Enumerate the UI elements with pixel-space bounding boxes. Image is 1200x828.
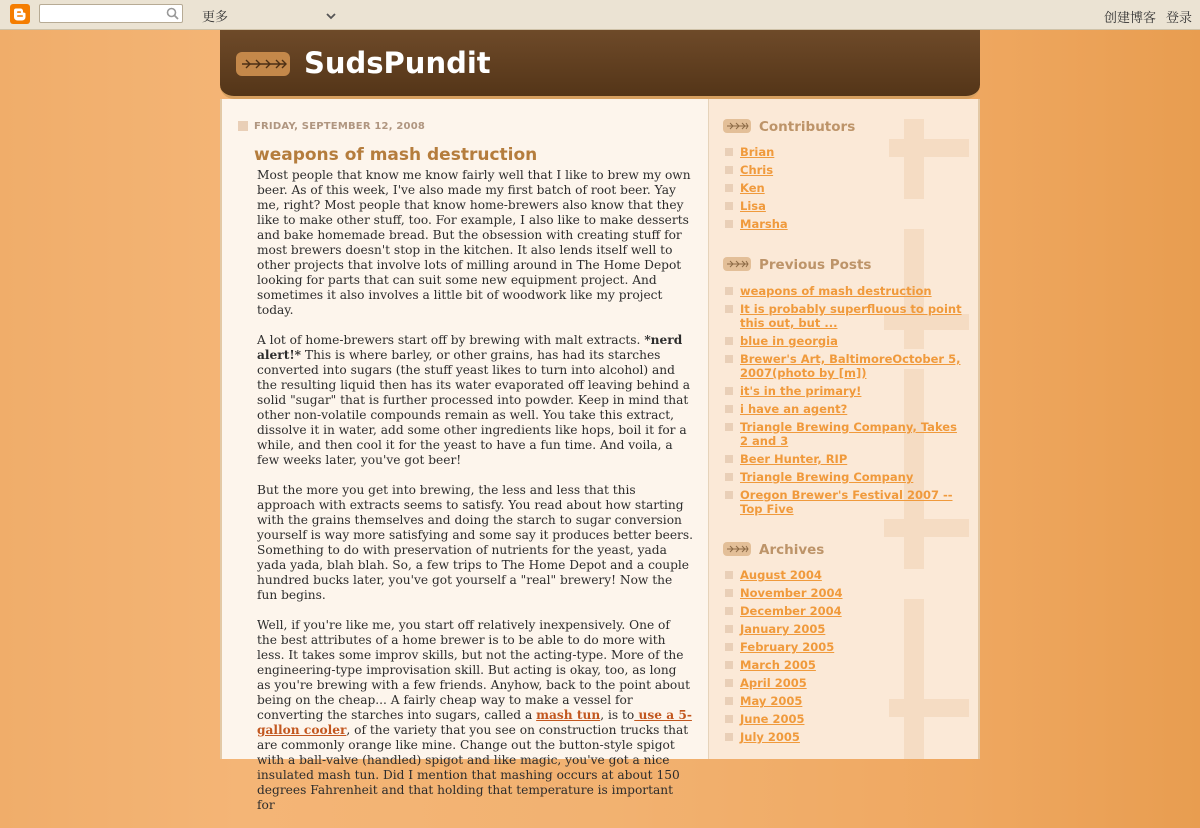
previous-post-link[interactable]: Brewer's Art, BaltimoreOctober 5, 2007(photo by [m]) (740, 352, 961, 380)
archives-list (725, 568, 965, 748)
blog-title[interactable]: SudsPundit (304, 46, 491, 80)
archive-link[interactable]: August 2004 (740, 568, 822, 582)
archives-heading: Archives (759, 542, 825, 558)
post-paragraph (257, 333, 693, 468)
list-item (725, 284, 965, 298)
arrows-icon (723, 119, 751, 138)
list-item (725, 604, 965, 618)
contributor-link[interactable]: Lisa (740, 199, 766, 213)
previous-post-link[interactable]: It is probably superfluous to point this out, but ... (740, 302, 962, 330)
list-item (725, 730, 965, 744)
contributor-link[interactable]: Chris (740, 163, 774, 177)
more-menu-label[interactable]: 更多 (202, 10, 229, 25)
list-item (725, 352, 965, 380)
text-run: , of the variety that you see on construction trucks that are commonly orange like mine. Change out the button-style spigot with a ball-valve (handled) spigot and like magic, you've got a nice insulated mash tun. Did I mention that mashing occurs at about 150 degrees Fahrenheit and that holding that temperature is important for (257, 723, 689, 812)
contributor-link[interactable]: Marsha (740, 217, 788, 231)
previous-posts-list (725, 284, 965, 520)
contributors-heading: Contributors (759, 119, 856, 135)
list-item (725, 145, 965, 159)
contributors-list (725, 145, 965, 235)
decorative-cross (884, 519, 969, 537)
cooler-link[interactable]: use a 5-gallon cooler (257, 708, 692, 737)
archive-link[interactable]: April 2005 (740, 676, 807, 690)
list-item (725, 488, 965, 516)
post-paragraph: Most people that know me know fairly well that I like to brew my own beer. As of this week, I've also made my first batch of root beer. Yay me, right? Most people that know home-brewers also know that they like to make other stuff, too. For example, I also like to make desserts and bake homemade bread. But the obsession with creating stuff for most brewers doesn't stop in the kitchen. It also lends itself well to other projects that involve lots of milling around in The Home Depot looking for parts that can suit some new equipment project. And sometimes it also involves a little bit of woodwork like my project today. (257, 168, 691, 317)
list-item (725, 384, 965, 398)
list-item (725, 712, 965, 726)
list-item (725, 452, 965, 466)
list-item (725, 694, 965, 708)
post-title[interactable]: weapons of mash destruction (254, 145, 538, 165)
previous-post-link[interactable]: Oregon Brewer's Festival 2007 -- Top Five (740, 488, 953, 516)
text-run: This is where barley, or other grains, has had its starches converted into sugars (the stuff yeast likes to turn into alcohol) and the resulting liquid then has its water evaporated off leaving behind a solid "sugar" that is further processed into powder. Keep in mind that other non-volatile compounds remain as well. You take this extract, dissolve it in water, add some other ingredients like hops, boil it for a while, and then cool it for the yeast to have a fun time. And voila, a few weeks later, you've got beer! (257, 348, 691, 467)
contributor-link[interactable]: Ken (740, 181, 765, 195)
list-item (725, 302, 965, 330)
search-box[interactable] (39, 4, 183, 23)
search-input[interactable] (44, 6, 162, 21)
previous-post-link[interactable]: Triangle Brewing Company (740, 470, 914, 484)
previous-post-link[interactable]: Triangle Brewing Company, Takes 2 and 3 (740, 420, 957, 448)
list-item (725, 402, 965, 416)
list-item (725, 676, 965, 690)
post-paragraph (257, 618, 693, 813)
archive-link[interactable]: February 2005 (740, 640, 835, 654)
date-bullet-icon (238, 121, 248, 131)
arrows-icon (236, 52, 290, 81)
archive-link[interactable]: November 2004 (740, 586, 843, 600)
list-item (725, 420, 965, 448)
archive-link[interactable]: December 2004 (740, 604, 842, 618)
post-paragraph: But the more you get into brewing, the less and less that this approach with extracts seems to satisfy. You read about how starting with the grains themselves and doing the starch to sugar conversion yourself is way more satisfying and some say it produces better beers. Something to do with preservation of nutrients for the yeast, yada yada yada, blah blah. So, a few trips to The Home Depot and a couple hundred bucks later, you've got yourself a "real" brewery! Now the fun begins. (257, 483, 693, 602)
create-blog-link[interactable]: 创建博客 (1104, 11, 1157, 26)
blogger-logo-icon[interactable] (10, 4, 30, 24)
list-item (725, 568, 965, 582)
previous-post-link[interactable]: blue in georgia (740, 334, 838, 348)
blog-header (220, 30, 980, 99)
list-item (725, 470, 965, 484)
previous-post-link[interactable]: weapons of mash destruction (740, 284, 932, 298)
list-item (725, 640, 965, 654)
archive-link[interactable]: January 2005 (740, 622, 826, 636)
list-item (725, 334, 965, 348)
list-item (725, 217, 965, 231)
sidebar (709, 99, 978, 759)
content-wrapper (220, 99, 980, 812)
text-run: Well, if you're like me, you start off relatively inexpensively. One of the best attributes of a home brewer is to be able to do more with less. It takes some improv skills, but not the acting-type. More of the engineering-type improvisation skill. But acting is okay, too, as long as you're brewing with a few friends. Anyhow, back to the point about being on the cheap... A fairly cheap way to make a vessel for converting the starches into sugars, called a (257, 618, 691, 722)
search-icon[interactable] (166, 7, 179, 24)
post-body (257, 168, 693, 828)
list-item (725, 622, 965, 636)
archive-link[interactable]: June 2005 (740, 712, 805, 726)
archive-link[interactable]: May 2005 (740, 694, 803, 708)
archive-link[interactable]: July 2005 (740, 730, 800, 744)
text-run: , is to (600, 708, 635, 722)
blogger-navbar (0, 0, 1200, 30)
chevron-down-icon[interactable] (326, 9, 336, 24)
list-item (725, 586, 965, 600)
list-item (725, 199, 965, 213)
text-run: A lot of home-brewers start off by brewing with malt extracts. (257, 333, 645, 347)
login-link[interactable]: 登录 (1166, 11, 1193, 26)
previous-post-link[interactable]: Beer Hunter, RIP (740, 452, 848, 466)
previous-posts-heading: Previous Posts (759, 257, 872, 273)
list-item (725, 163, 965, 177)
nerd-alert-text: *nerd alert!* (257, 333, 683, 362)
arrows-icon (723, 542, 751, 561)
contributor-link[interactable]: Brian (740, 145, 775, 159)
previous-post-link[interactable]: i have an agent? (740, 402, 848, 416)
post-date: FRIDAY, SEPTEMBER 12, 2008 (254, 121, 426, 132)
list-item (725, 658, 965, 672)
list-item (725, 181, 965, 195)
previous-post-link[interactable]: it's in the primary! (740, 384, 862, 398)
mash-tun-link[interactable]: mash tun (536, 708, 601, 722)
arrows-icon (723, 257, 751, 276)
main-column (222, 99, 709, 812)
archive-link[interactable]: March 2005 (740, 658, 816, 672)
